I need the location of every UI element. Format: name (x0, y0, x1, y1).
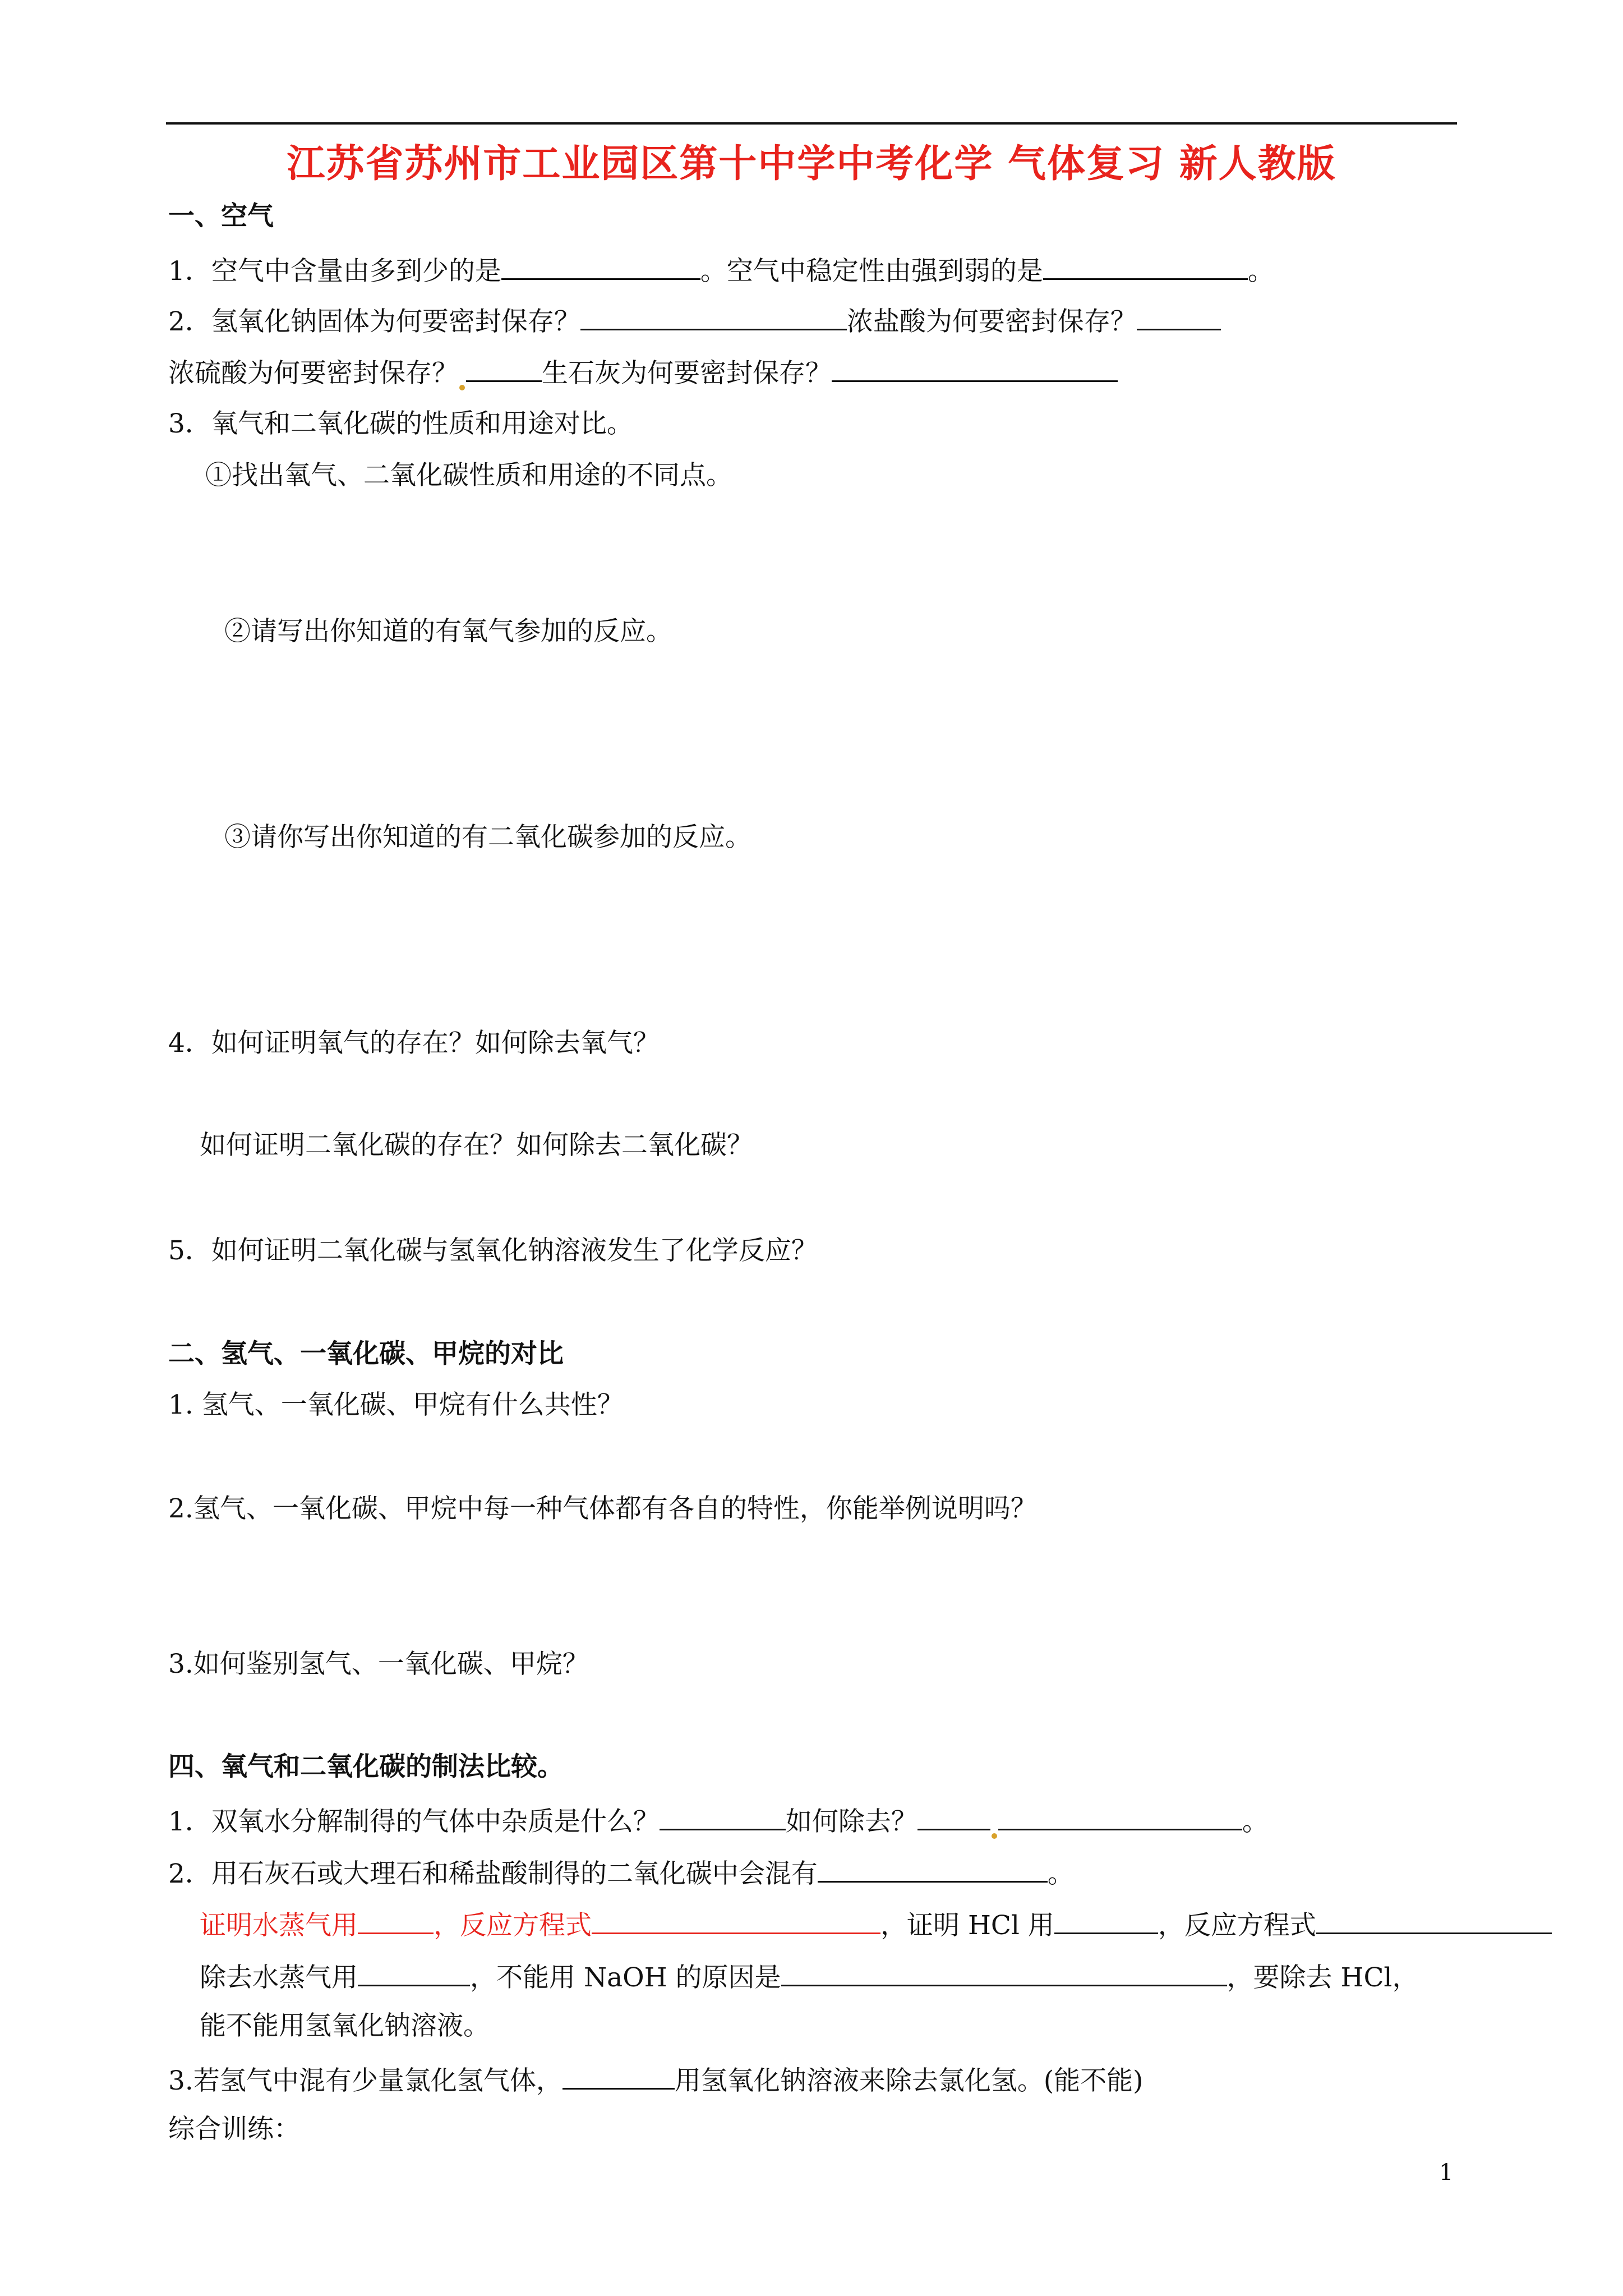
answer-blank[interactable] (832, 353, 1118, 382)
q4-2-text-a: 2．用石灰石或大理石和稀盐酸制得的二氧化碳中会混有 (168, 1858, 818, 1889)
question-4-3 (168, 2061, 1144, 2098)
answer-blank[interactable] (358, 1906, 434, 1934)
line3-text-a: ，证明 HCl 用 (880, 1910, 1054, 1941)
question-1-3-sub1: ①找出氧气、二氧化碳性质和用途的不同点。 (205, 460, 732, 491)
question-4-2-line5: 能不能用氢氧化钠溶液。 (200, 2010, 490, 2041)
question-2-3: 3.如何鉴别氢气、一氧化碳、甲烷？ (168, 1649, 589, 1680)
document-title: 江苏省苏州市工业园区第十中学中考化学 气体复习 新人教版 (287, 142, 1336, 186)
answer-blank[interactable] (818, 1854, 1048, 1883)
red-text-b: ，反应方程式 (434, 1910, 592, 1941)
question-4-2-line4 (200, 1958, 1418, 1995)
answer-blank[interactable] (917, 1802, 990, 1830)
header-rule (166, 122, 1457, 125)
question-1-2 (168, 302, 1221, 339)
q2-text-d: 生石灰为何要密封保存？ (542, 358, 832, 389)
answer-blank[interactable] (1137, 302, 1221, 330)
question-1-4a: 4．如何证明氧气的存在？如何除去氧气？ (168, 1028, 660, 1059)
answer-blank[interactable] (1316, 1906, 1552, 1934)
q4-1-text-a: 1．双氧水分解制得的气体中杂质是什么？ (168, 1806, 660, 1837)
q2-text-a: 2．氢氧化钠固体为何要密封保存？ (168, 306, 580, 337)
section-heading-comparison: 二、氢气、一氧化碳、甲烷的对比 (168, 1338, 564, 1369)
q4-3-text-b: 用氢氧化钠溶液来除去氯化氢。(能不能) (674, 2065, 1144, 2096)
question-4-2-line3 (200, 1906, 1552, 1943)
line4-text-b: ，不能用 NaOH 的原因是 (470, 1962, 781, 1993)
question-1-3-sub3: ③请你写出你知道的有二氧化碳参加的反应。 (224, 822, 751, 853)
q4-3-text-a: 3.若氢气中混有少量氯化氢气体， (168, 2065, 562, 2096)
q2-text-b: 浓盐酸为何要密封保存？ (846, 306, 1137, 337)
dot-mark (992, 1833, 997, 1839)
answer-blank[interactable] (562, 2061, 675, 2090)
answer-blank[interactable] (580, 302, 847, 330)
question-1-4b: 如何证明二氧化碳的存在？如何除去二氧化碳？ (200, 1130, 753, 1161)
line3-text-b: ，反应方程式 (1158, 1910, 1316, 1941)
question-1-3-sub2: ②请写出你知道的有氧气参加的反应。 (224, 616, 672, 647)
answer-blank[interactable] (466, 353, 542, 382)
answer-blank[interactable] (592, 1906, 880, 1934)
answer-blank[interactable] (358, 1958, 470, 1986)
q1-text-b: 。空气中稳定性由强到弱的是 (700, 256, 1043, 287)
answer-blank[interactable] (1054, 1906, 1158, 1934)
section-heading-preparation: 四、氧气和二氧化碳的制法比较。 (168, 1751, 564, 1782)
line4-text-a: 除去水蒸气用 (200, 1962, 358, 1993)
dot-mark (459, 385, 465, 390)
q1-text-c: 。 (1247, 256, 1274, 287)
section-heading-air: 一、空气 (168, 201, 274, 232)
q2-text-c: 浓硫酸为何要密封保存？ (168, 358, 458, 389)
question-1-1 (168, 251, 1274, 288)
comprehensive-training-label: 综合训练： (168, 2114, 300, 2145)
answer-blank[interactable] (781, 1958, 1227, 1986)
q4-1-text-b: 如何除去？ (785, 1806, 917, 1837)
q1-text-a: 1．空气中含量由多到少的是 (168, 256, 501, 287)
answer-blank[interactable] (660, 1802, 786, 1830)
question-1-5: 5．如何证明二氧化碳与氢氧化钠溶液发生了化学反应？ (168, 1235, 818, 1266)
red-text-a: 证明水蒸气用 (200, 1910, 358, 1941)
question-4-2 (168, 1854, 1074, 1891)
q4-1-text-c: 。 (1242, 1806, 1269, 1837)
page-number: 1 (1439, 2160, 1454, 2185)
answer-blank[interactable] (501, 251, 700, 280)
question-2-1: 1. 氢气、一氧化碳、甲烷有什么共性？ (168, 1389, 624, 1420)
line4-text-c: ，要除去 HCl， (1227, 1962, 1419, 1993)
answer-blank[interactable] (998, 1802, 1242, 1830)
question-4-1 (168, 1802, 1269, 1839)
q4-2-text-b: 。 (1047, 1858, 1074, 1889)
answer-blank[interactable] (1043, 251, 1248, 280)
question-2-2: 2.氢气、一氧化碳、甲烷中每一种气体都有各自的特性，你能举例说明吗？ (168, 1493, 1037, 1524)
question-1-2-cont (168, 353, 1118, 390)
question-1-3: 3．氧气和二氧化碳的性质和用途对比。 (168, 408, 633, 439)
